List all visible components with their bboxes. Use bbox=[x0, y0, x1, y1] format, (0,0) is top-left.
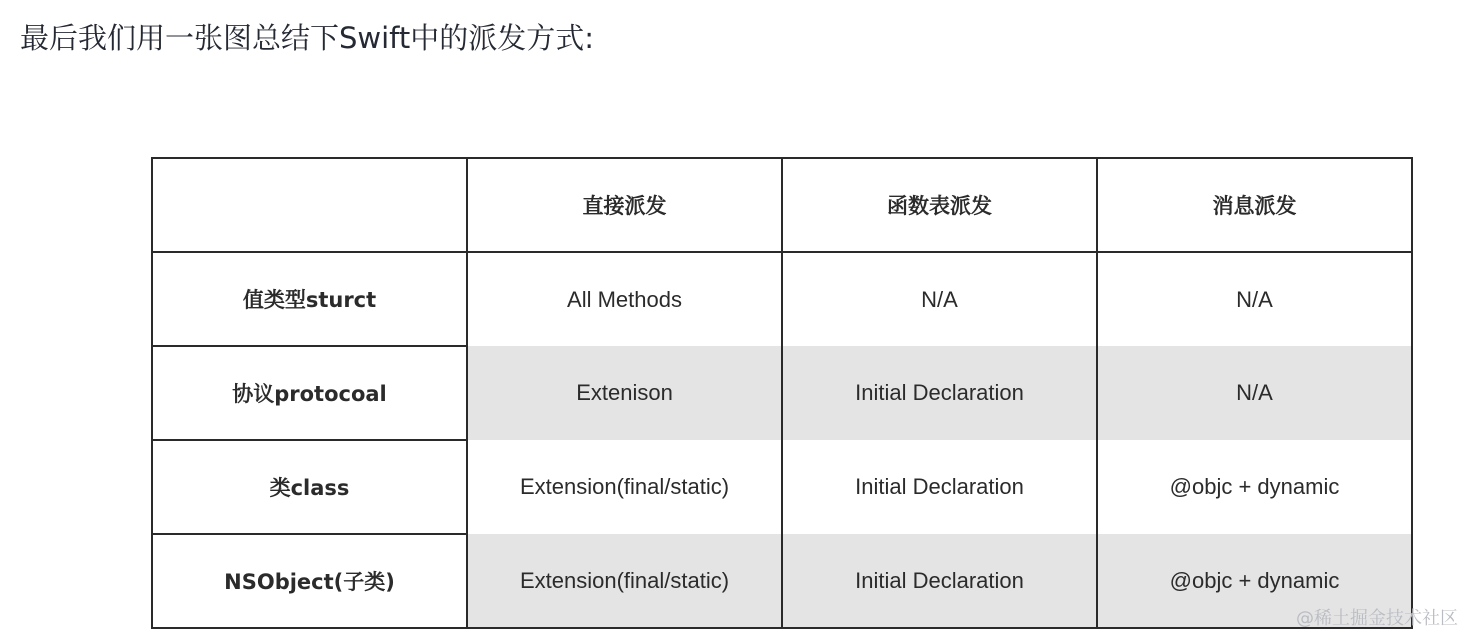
header-direct-dispatch: 直接派发 bbox=[467, 158, 782, 252]
row-label: NSObject(子类) bbox=[152, 534, 467, 628]
table-row bbox=[152, 534, 1412, 628]
page-heading: 最后我们用一张图总结下Swift中的派发方式: bbox=[20, 21, 595, 55]
table-cell: @objc + dynamic bbox=[1097, 534, 1412, 628]
table-cell: Extension(final/static) bbox=[467, 440, 782, 534]
header-corner-cell bbox=[152, 158, 467, 252]
table-row bbox=[152, 252, 1412, 346]
row-label: 值类型sturct bbox=[152, 252, 467, 346]
table-cell: Extenison bbox=[467, 346, 782, 440]
watermark: @稀土掘金技术社区 bbox=[1296, 608, 1458, 629]
header-table-dispatch: 函数表派发 bbox=[782, 158, 1097, 252]
table-row bbox=[152, 440, 1412, 534]
table-cell: Initial Declaration bbox=[782, 440, 1097, 534]
row-label: 类class bbox=[152, 440, 467, 534]
row-label: 协议protocoal bbox=[152, 346, 467, 440]
header-message-dispatch: 消息派发 bbox=[1097, 158, 1412, 252]
dispatch-table bbox=[151, 157, 1413, 629]
table-cell: N/A bbox=[1097, 346, 1412, 440]
table-cell: N/A bbox=[782, 252, 1097, 346]
table-header-row bbox=[152, 158, 1412, 252]
table-cell: Initial Declaration bbox=[782, 346, 1097, 440]
table-cell: All Methods bbox=[467, 252, 782, 346]
table-cell: N/A bbox=[1097, 252, 1412, 346]
table-cell: @objc + dynamic bbox=[1097, 440, 1412, 534]
table-row bbox=[152, 346, 1412, 440]
table-cell: Extension(final/static) bbox=[467, 534, 782, 628]
table-cell: Initial Declaration bbox=[782, 534, 1097, 628]
